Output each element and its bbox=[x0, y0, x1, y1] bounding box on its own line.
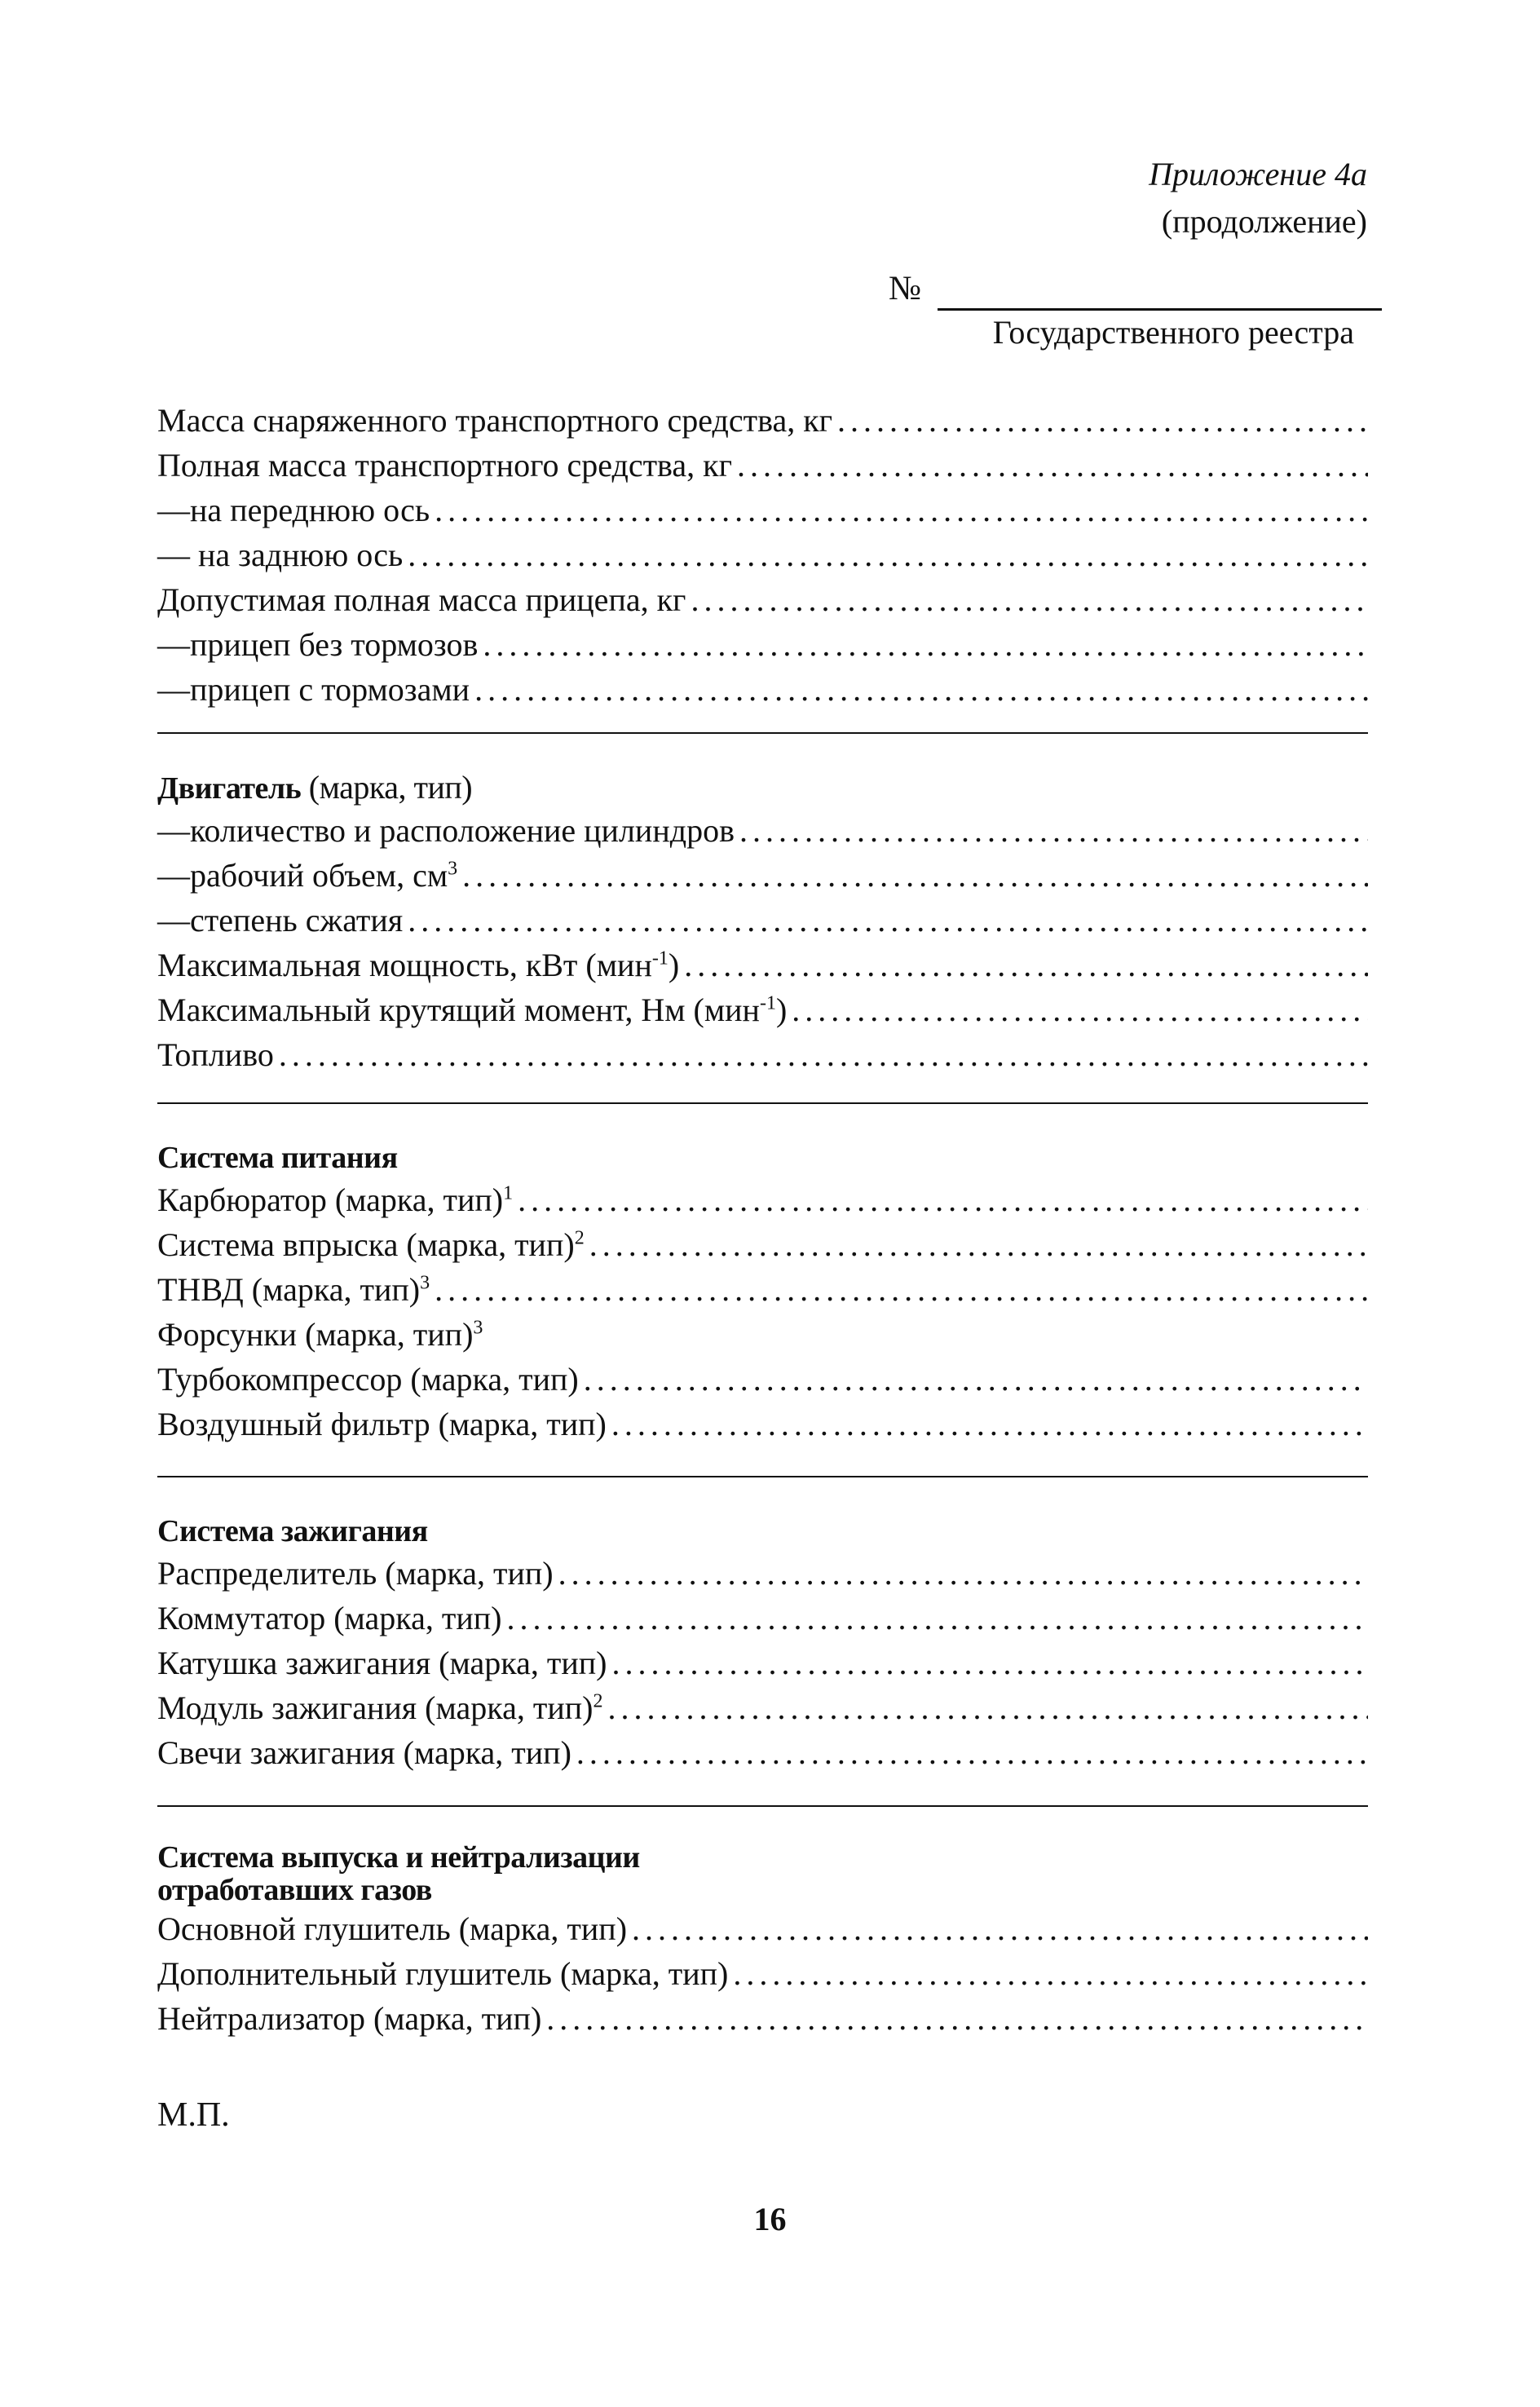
list-item bbox=[157, 1996, 1368, 2041]
engine-section bbox=[157, 768, 1368, 1077]
list-item bbox=[157, 1222, 1368, 1267]
registry-number-label: № bbox=[889, 270, 922, 307]
list-item bbox=[157, 1551, 1368, 1596]
row-text: ТНВД (марка, тип) bbox=[157, 1271, 421, 1308]
list-item bbox=[157, 808, 1368, 853]
dot-leader bbox=[403, 532, 1368, 577]
row-text: Карбюратор (марка, тип) bbox=[157, 1181, 504, 1218]
dot-leader bbox=[430, 1267, 1368, 1312]
ignition-section bbox=[157, 1512, 1368, 1775]
row-label bbox=[157, 1551, 554, 1596]
row-text: Катушка зажигания (марка, тип) bbox=[157, 1645, 607, 1681]
list-item bbox=[157, 622, 1368, 667]
superscript: -1 bbox=[759, 992, 776, 1014]
row-label bbox=[157, 1641, 607, 1685]
row-text: Турбокомпрессор (марка, тип) bbox=[157, 1361, 579, 1398]
dot-leader bbox=[513, 1177, 1368, 1222]
dot-leader bbox=[728, 1951, 1368, 1996]
dot-leader bbox=[585, 1222, 1368, 1267]
engine-title-rest: (марка, тип) bbox=[301, 769, 473, 806]
superscript: -1 bbox=[651, 947, 669, 969]
continuation-label: (продолжение) bbox=[1161, 203, 1367, 240]
row-text: Модуль зажигания (марка, тип) bbox=[157, 1689, 593, 1726]
dot-leader bbox=[607, 1641, 1368, 1685]
superscript: 3 bbox=[448, 858, 458, 880]
row-label: Допустимая полная масса прицепа, кг bbox=[157, 581, 686, 618]
list-item bbox=[157, 1402, 1368, 1446]
row-label bbox=[157, 898, 403, 943]
mass-section bbox=[157, 398, 1368, 712]
registry-caption: Государственного реестра bbox=[992, 314, 1354, 351]
list-item bbox=[157, 1312, 1368, 1357]
list-item bbox=[157, 443, 1368, 488]
superscript: 3 bbox=[473, 1317, 483, 1339]
superscript: 3 bbox=[420, 1272, 430, 1294]
row-text: Система впрыска (марка, тип) bbox=[157, 1226, 575, 1263]
row-label bbox=[157, 1222, 585, 1267]
list-item bbox=[157, 1730, 1368, 1775]
row-label bbox=[157, 1402, 607, 1446]
row-text: Максимальный крутящий момент, Нм (мин bbox=[157, 992, 760, 1028]
row-label: —прицеп без тормозов bbox=[157, 626, 479, 663]
section-divider bbox=[157, 732, 1368, 734]
dot-leader bbox=[607, 1402, 1368, 1446]
list-item bbox=[157, 853, 1368, 898]
row-label bbox=[157, 987, 787, 1032]
stamp-label: М.П. bbox=[157, 2096, 230, 2134]
dot-leader bbox=[787, 987, 1368, 1032]
dot-leader bbox=[732, 443, 1368, 488]
fuel-section bbox=[157, 1138, 1368, 1446]
list-item bbox=[157, 943, 1368, 987]
dot-leader bbox=[457, 853, 1368, 898]
list-item bbox=[157, 667, 1368, 712]
dot-leader bbox=[603, 1685, 1369, 1730]
superscript: 2 bbox=[593, 1690, 603, 1712]
list-item bbox=[157, 1951, 1368, 1996]
row-text: —рабочий объем, см bbox=[157, 857, 448, 894]
list-item bbox=[157, 488, 1368, 532]
row-text: Максимальная мощность, кВт (мин bbox=[157, 947, 652, 983]
dot-leader bbox=[686, 577, 1368, 622]
row-text: Топливо bbox=[157, 1036, 274, 1073]
list-item bbox=[157, 1357, 1368, 1402]
row-label: —на переднюю ось bbox=[157, 492, 430, 528]
row-label bbox=[157, 1357, 579, 1402]
row-text: Воздушный фильтр (марка, тип) bbox=[157, 1406, 607, 1442]
row-label: Основной глушитель (марка, тип) bbox=[157, 1910, 628, 1947]
row-label bbox=[157, 853, 457, 898]
page-number: 16 bbox=[753, 2201, 787, 2237]
row-label: Дополнительный глушитель (марка, тип) bbox=[157, 1955, 729, 1992]
dot-leader bbox=[554, 1551, 1368, 1596]
dot-leader bbox=[470, 667, 1368, 712]
list-item bbox=[157, 987, 1368, 1032]
row-label bbox=[157, 1032, 274, 1077]
engine-title bbox=[157, 768, 1368, 808]
row-text: Свечи зажигания (марка, тип) bbox=[157, 1734, 571, 1771]
row-text: Форсунки (марка, тип) bbox=[157, 1316, 474, 1353]
row-label bbox=[157, 943, 679, 987]
row-text-tail: ) bbox=[668, 947, 680, 983]
row-label: Нейтрализатор (марка, тип) bbox=[157, 2000, 542, 2037]
list-item bbox=[157, 1906, 1368, 1951]
engine-title-bold: Двигатель bbox=[157, 771, 302, 806]
section-divider bbox=[157, 1102, 1368, 1104]
exhaust-title-line1: Система выпуска и нейтрализации bbox=[157, 1840, 640, 1875]
dot-leader bbox=[430, 488, 1368, 532]
dot-leader bbox=[627, 1906, 1368, 1951]
registry-number-blank bbox=[938, 308, 1382, 311]
row-text: —количество и расположение цилиндров bbox=[157, 812, 735, 849]
ignition-title: Система зажигания bbox=[157, 1514, 428, 1548]
exhaust-title-line2: отработавших газов bbox=[157, 1873, 432, 1907]
row-label: —прицеп с тормозами bbox=[157, 671, 470, 708]
dot-leader bbox=[679, 943, 1368, 987]
list-item bbox=[157, 577, 1368, 622]
row-label bbox=[157, 808, 735, 853]
dot-leader bbox=[274, 1032, 1368, 1077]
dot-leader bbox=[735, 808, 1368, 853]
row-text-tail: ) bbox=[775, 992, 788, 1028]
section-divider bbox=[157, 1476, 1368, 1477]
list-item bbox=[157, 1641, 1368, 1685]
section-divider bbox=[157, 1805, 1368, 1807]
dot-leader bbox=[403, 898, 1368, 943]
row-label: — на заднюю ось bbox=[157, 537, 404, 573]
row-label: Масса снаряженного транспортного средства, кг bbox=[157, 402, 833, 439]
list-item bbox=[157, 1032, 1368, 1077]
dot-leader bbox=[478, 622, 1368, 667]
row-label bbox=[157, 1596, 502, 1641]
list-item bbox=[157, 1177, 1368, 1222]
exhaust-section bbox=[157, 1841, 1368, 2041]
row-text: Распределитель (марка, тип) bbox=[157, 1555, 554, 1592]
superscript: 1 bbox=[503, 1182, 514, 1204]
fuel-title: Система питания bbox=[157, 1141, 398, 1175]
dot-leader bbox=[832, 398, 1368, 443]
row-text: —степень сжатия bbox=[157, 902, 404, 939]
list-item bbox=[157, 532, 1368, 577]
superscript: 2 bbox=[574, 1227, 585, 1249]
row-text: Коммутатор (марка, тип) bbox=[157, 1600, 502, 1636]
list-item bbox=[157, 398, 1368, 443]
row-label bbox=[157, 1685, 603, 1730]
row-label bbox=[157, 1177, 513, 1222]
list-item bbox=[157, 1685, 1368, 1730]
dot-leader bbox=[571, 1730, 1368, 1775]
dot-leader bbox=[502, 1596, 1369, 1641]
row-label: Полная масса транспортного средства, кг bbox=[157, 447, 732, 484]
dot-leader bbox=[579, 1357, 1368, 1402]
row-label bbox=[157, 1267, 430, 1312]
appendix-label: Приложение 4а bbox=[1149, 156, 1367, 192]
list-item bbox=[157, 1596, 1368, 1641]
row-label bbox=[157, 1730, 571, 1775]
dot-leader bbox=[541, 1996, 1368, 2041]
list-item bbox=[157, 1267, 1368, 1312]
row-label bbox=[157, 1312, 483, 1357]
list-item bbox=[157, 898, 1368, 943]
